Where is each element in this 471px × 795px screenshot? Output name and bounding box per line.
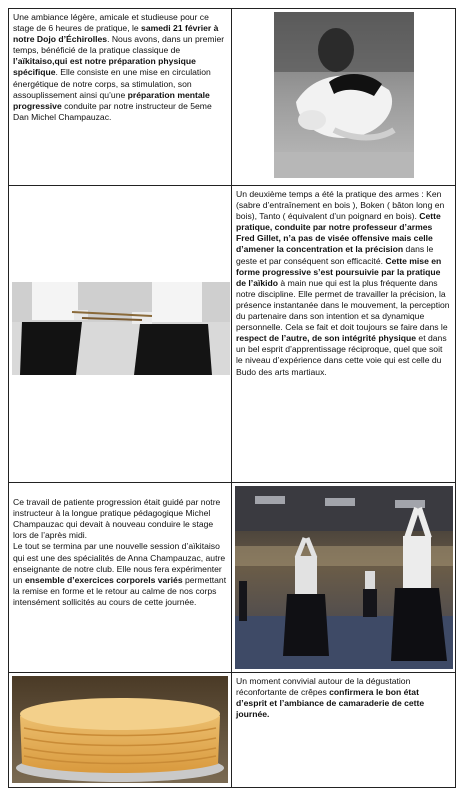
text-cell [9, 9, 232, 185]
paragraph-text: et dans un bel esprit d’apprentissage réciproque, quel que soit le niveau d’expérience dans cette voie qui est celle du Budo des arts martiaux. [236, 333, 447, 377]
text-cell [232, 186, 455, 482]
emphasis-text: l’aïkitaiso,qui est notre préparation physique spécifique [13, 56, 196, 78]
image-cell [9, 186, 232, 482]
paragraph-text: dans le geste et par conséquent son efficacité. [236, 244, 434, 266]
emphasis-text: Cette pratique, conduite par notre professeur d’armes Fred Gillet, n’a pas de visée offensive mais celle d’amener la concentration et la précision [236, 211, 441, 255]
table-row [9, 9, 455, 186]
emphasis-text: ensemble d’exercices corporels variés [24, 574, 183, 585]
emphasis-text: confirmera le bon état d’esprit et l’ambiance de camaraderie de cette journée. [236, 687, 425, 720]
image-cell [232, 9, 455, 185]
paragraph-text: Un deuxième temps a été la pratique des armes : Ken (sabre d’entraînement en bois ), Boken ( bâton long en bois), Tanto ( équivalent d’un poignard en bois). [236, 189, 445, 222]
table-row [9, 483, 455, 673]
table-row [9, 673, 455, 787]
article-table [8, 8, 456, 788]
text-cell [9, 483, 232, 672]
paragraph-text: permettant la remise en forme et le retour au calme de nos corps intensément sollicités au cours de cette journée. [13, 574, 227, 607]
crepes-stack-photo [12, 676, 228, 783]
dojo-stretching-photo [235, 486, 453, 669]
aikido-roll-photo [274, 12, 414, 178]
image-cell [232, 483, 455, 672]
paragraph-text: Ce travail de patiente progression était guidé par notre instructeur à la longue pratique pédagogique Michel Champauzac qui devait à nouveau conduire le stage lors de l’après midi. Le tout se termina par une nouvelle session d’aïkitaiso qui est une des spécialités de Anna Champauzac, autre enseignante de notre club. Elle nous fera expérimenter un [13, 497, 226, 585]
table-row [9, 186, 455, 483]
text-cell [232, 673, 455, 787]
image-cell [9, 673, 232, 787]
paragraph-text: Un moment convivial autour de la dégustation réconfortante de crêpes [236, 676, 411, 698]
paragraph-text: . Nous avons, dans un premier temps, bénéficié de la pratique classique de [13, 34, 225, 56]
paragraph-text: conduite par notre instructeur de 5eme Dan Michel Champauzac. [13, 100, 212, 122]
emphasis-text: Cette mise en forme progressive s’est poursuivie par la pratique de l’aïkido [236, 255, 442, 288]
emphasis-text: préparation mentale progressive [13, 89, 210, 111]
emphasis-text: respect de l’autre, de son intégrité physique [236, 333, 417, 344]
paragraph-text: à main nue qui est la plus fréquente dans notre discipline. Elle permet de travailler la précision, la présence instantanée dans le mouvement, la perception du partenaire dans son intention et sa dynamique personnelle. Cela se fait et doit toujours se faire dans le [236, 277, 450, 333]
paragraph-text: Une ambiance légère, amicale et studieuse pour ce stage de 6 heures de pratique, le [13, 12, 209, 34]
paragraph-text: . Elle consiste en une mise en circulation énergétique de notre corps, sa stimulation, son assouplissement ainsi qu’une [13, 67, 211, 100]
emphasis-text: samedi 21 février à notre Dojo d’Échirolles [13, 23, 219, 45]
weapons-practice-photo [12, 282, 230, 375]
